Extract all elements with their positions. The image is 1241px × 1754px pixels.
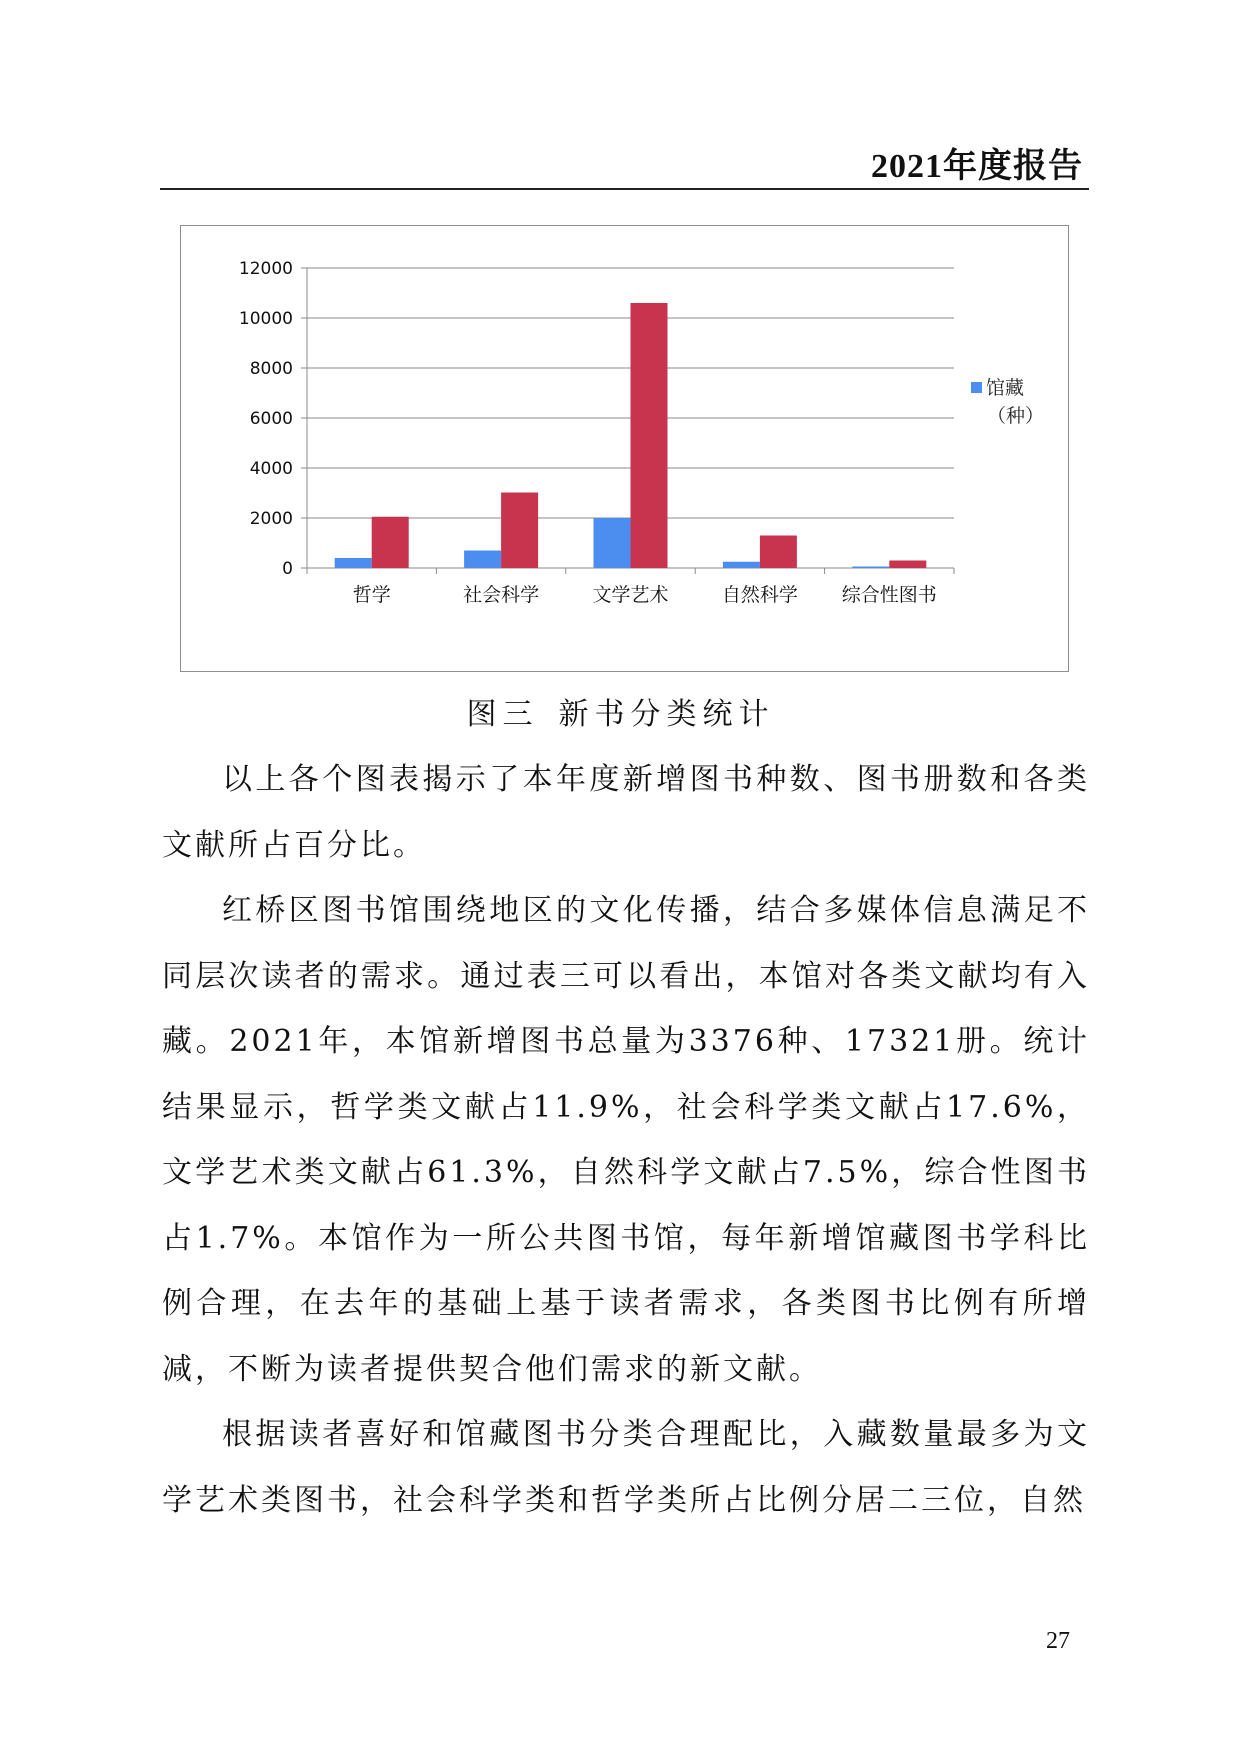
y-tick-label: 10000 <box>238 309 293 329</box>
x-tick-label: 哲学 <box>352 584 391 606</box>
legend-label-line1: 馆藏 <box>986 377 1025 399</box>
legend-swatch <box>971 382 982 393</box>
bar <box>594 518 631 568</box>
y-tick-label: 6000 <box>249 409 293 429</box>
body-text <box>162 747 1090 1533</box>
bar <box>723 562 760 568</box>
legend-label-line2: （种） <box>987 405 1045 427</box>
y-tick-label: 0 <box>282 559 293 579</box>
bar <box>501 493 538 569</box>
figure-caption <box>0 689 1241 733</box>
header-divider <box>160 188 1089 190</box>
y-tick-label: 12000 <box>238 259 293 279</box>
figure-caption-title: 新书分类统计 <box>558 697 775 732</box>
bar <box>335 558 372 568</box>
bar <box>464 551 501 569</box>
page-number: 27 <box>1046 1628 1070 1654</box>
bar <box>852 567 889 569</box>
bar <box>760 536 797 569</box>
chart-frame <box>180 225 1069 672</box>
bar <box>631 303 668 568</box>
x-tick-label: 综合性图书 <box>841 584 937 606</box>
paragraph-2: 红桥区图书馆围绕地区的文化传播，结合多媒体信息满足不同层次读者的需求。通过表三可以看出，本馆对各类文献均有入藏。2021年，本馆新增图书总量为3376种、17321册。统计结果显示，哲学类文献占11.9%，社会科学类文献占17.6%，文学艺术类文献占61.3%，自然科学文献占7.5%，综合性图书占1.7%。本馆作为一所公共图书馆，每年新增馆藏图书学科比例合理，在去年的基础上基于读者需求，各类图书比例有所增减，不断为读者提供契合他们需求的新文献。 <box>162 893 1090 1387</box>
figure-caption-number: 图三 <box>466 697 539 732</box>
x-tick-label: 社会科学 <box>463 584 540 606</box>
y-tick-label: 2000 <box>249 509 293 529</box>
y-tick-label: 4000 <box>249 459 293 479</box>
paragraph-1: 以上各个图表揭示了本年度新增图书种数、图书册数和各类文献所占百分比。 <box>162 762 1090 863</box>
report-title: 2021年度报告 <box>871 148 1083 185</box>
bar <box>889 561 926 569</box>
bar-chart <box>181 226 1070 673</box>
chart-legend <box>971 374 1061 430</box>
paragraph-3: 根据读者喜好和馆藏图书分类合理配比，入藏数量最多为文学艺术类图书，社会科学类和哲学类所占比例分居二三位，自然 <box>162 1417 1090 1518</box>
bar <box>372 517 409 568</box>
x-tick-label: 自然科学 <box>721 584 798 606</box>
x-tick-label: 文学艺术 <box>592 584 669 606</box>
y-tick-label: 8000 <box>249 359 293 379</box>
